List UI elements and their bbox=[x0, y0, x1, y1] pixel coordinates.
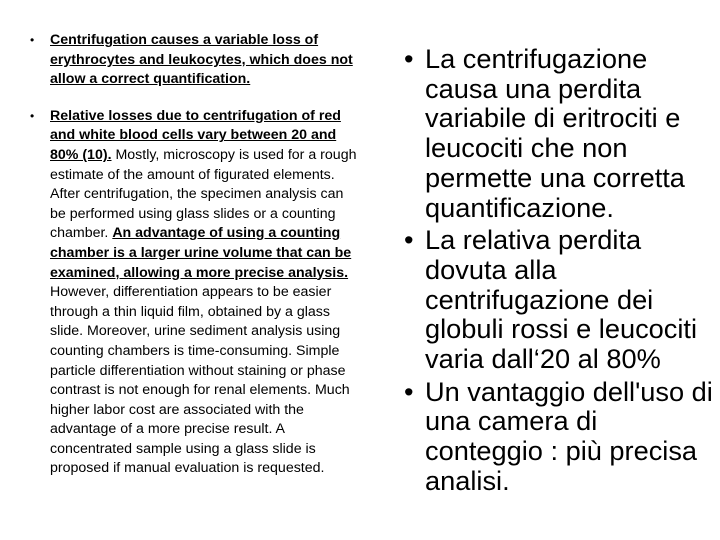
english-item-2-differentiation: However, differentiation appears to be easier through a thin liquid film, obtained by a glass slide. Moreover, urine sediment analysis using counting chambers is time-consuming. Simple particle differentiation without staining or phase contrast is not enough for renal elements. Much higher labor cost are associated with the advantage of a more precise result. A concentrated sample using a glass slide is proposed if manual evaluation is requested. bbox=[50, 284, 350, 477]
bullet-marker: • bbox=[30, 108, 35, 123]
english-item-2-relative-losses: Relative losses due to centrifugation of red and white blood cells vary between 20 and 80% (10). bbox=[50, 107, 341, 163]
italian-text-column bbox=[404, 44, 716, 496]
italian-bullet-item-2 bbox=[404, 225, 716, 374]
italian-item-2-text: La relativa perdita dovuta alla centrifugazione dei globuli rossi e leucociti varia dall‘20 al 80% bbox=[425, 224, 698, 375]
bullet-marker: • bbox=[404, 375, 414, 407]
english-item-2-microscopy: Mostly, microscopy is used for a rough estimate of the amount of figurated elements. After centrifugation, the specimen analysis can be performed using glass slides or a counting chamber. bbox=[50, 146, 357, 242]
english-bullet-item-1 bbox=[30, 31, 358, 90]
bullet-marker: • bbox=[404, 224, 414, 256]
bullet-marker: • bbox=[30, 33, 35, 47]
bullet-marker: • bbox=[404, 43, 414, 74]
italian-bullet-item-1 bbox=[404, 44, 716, 222]
italian-bullet-item-3 bbox=[404, 377, 716, 496]
italian-item-1-text: La centrifugazione causa una perdita variabile di eritrociti e leucociti che non permette una corretta quantificazione. bbox=[425, 43, 685, 223]
english-item-1-text: Centrifugation causes a variable loss of erythrocytes and leukocytes, which does not allow a correct quantification. bbox=[50, 32, 353, 88]
english-text-column bbox=[30, 31, 358, 479]
english-item-2-counting-chamber-advantage: An advantage of using a counting chamber is a larger urine volume that can be examined, allowing a more precise analysis. bbox=[50, 225, 352, 281]
english-bullet-item-2 bbox=[30, 107, 358, 479]
italian-item-3-text: Un vantaggio dell'uso di una camera di conteggio : più precisa analisi. bbox=[425, 375, 713, 496]
